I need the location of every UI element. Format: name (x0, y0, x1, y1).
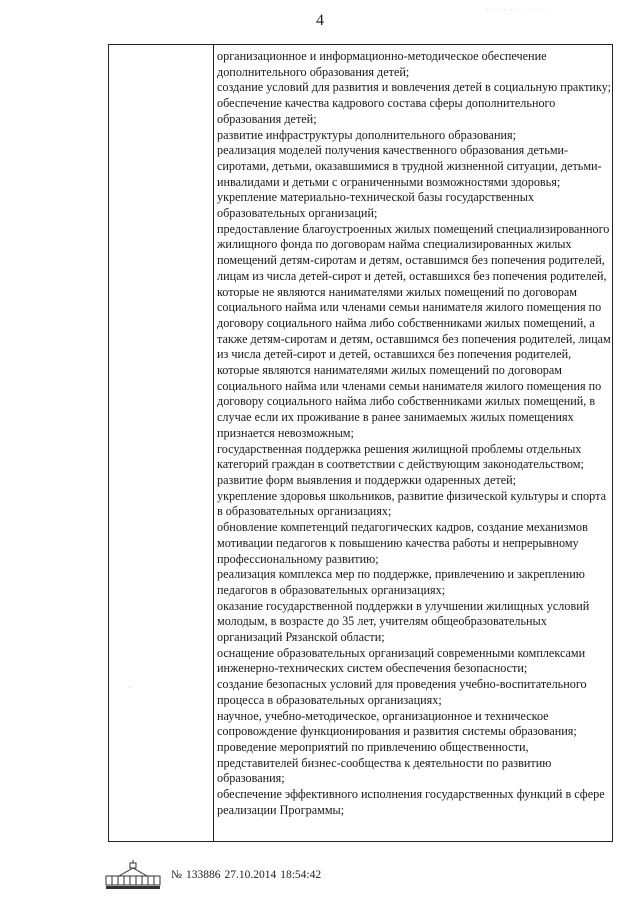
faint-header-mark: · · · · · · · · · · · (486, 6, 551, 14)
list-item: государственная поддержка решения жилищной проблемы отдельных категорий граждан в соответствии с действующим законодательством; (217, 441, 584, 472)
list-item: научное, учебно-методическое, организационное и техническое сопровождение функционирования и развития системы образования; (217, 708, 577, 739)
list-item: оказание государственной поддержки в улучшении жилищных условий молодым, в возрасте до 35 лет, учителям общеобразовательных организаций Рязанской области; (217, 598, 590, 645)
list-item: предоставление благоустроенных жилых помещений специализированного жилищного фонда по договорам найма специализированных жилых помещений детям-сиротам и детям, оставшимся без попечения родителей, лицам из числа детей-сирот и детей, оставшихся без попечения родителей, которые не являются нанимателями жилых помещений по договорам социального найма или членами семьи нанимателя жилого помещения по договору социального найма либо собственниками жилых помещений, а также детям-сиротам и детям, оставшимся без попечения родителей, лицам из числа детей-сирот и детей, оставшихся без попечения родителей, которые являются нанимателями жилых помещений по договорам социального найма или членами семьи нанимателя жилого помещения по договору социального найма либо собственниками жилых помещений, в случае если их проживание в ранее занимаемых жилых помещениях признается невозможным; (217, 221, 611, 440)
page-number: 4 (316, 12, 324, 29)
stray-mark: · (128, 683, 131, 692)
number-sign: № (171, 869, 182, 881)
list-item: реализация комплекса мер по поддержке, привлечению и закреплению педагогов в образовательных организациях; (217, 567, 585, 597)
registration-footer (105, 860, 325, 890)
list-item: развитие форм выявления и поддержки одаренных детей; (217, 472, 517, 487)
list-item: проведение мероприятий по привлечению общественности, представителей бизнес-сообщества к деятельности по развитию образования; (217, 739, 552, 786)
document-number: 133886 (185, 869, 221, 881)
list-item: организационное и информационно-методическое обеспечение дополнительного образования детей; (217, 49, 547, 79)
list-item: обновление компетенций педагогических кадров, создание механизмов мотивации педагогов к повышению качества работы и непрерывному профессиональному развитию; (217, 520, 588, 566)
list-item: создание условий для развития и вовлечения детей в социальную практику; (217, 80, 612, 95)
building-stamp-icon (105, 860, 161, 890)
list-item: развитие инфраструктуры дополнительного образования; (217, 127, 516, 142)
registration-date: 27.10.2014 (224, 869, 277, 881)
table-right-column (217, 49, 611, 818)
registration-time: 18:54:42 (280, 869, 322, 881)
list-item: обеспечение качества кадрового состава сферы дополнительного образования детей; (217, 96, 556, 126)
registration-info (171, 869, 325, 881)
list-item: обеспечение эффективного исполнения государственных функций в сфере реализации Программы; (217, 787, 605, 817)
list-item: укрепление здоровья школьников, развитие физической культуры и спорта в образовательных организациях; (217, 488, 606, 519)
list-item: создание безопасных условий для проведения учебно-воспитательного процесса в образовательных организациях; (217, 677, 587, 707)
table-left-column (109, 45, 214, 841)
list-item: реализация моделей получения качественного образования детьми-сиротами, детьми, оказавшимися в трудной жизненной ситуации, детьми-инвалидами и детьми с ограниченными возможностями здоровья; (217, 143, 602, 189)
document-table (108, 44, 613, 842)
list-item: оснащение образовательных организаций современными комплексами инженерно-технических систем обеспечения безопасности; (217, 645, 586, 676)
list-item: укрепление материально-технической базы государственных образовательных организаций; (217, 190, 535, 221)
